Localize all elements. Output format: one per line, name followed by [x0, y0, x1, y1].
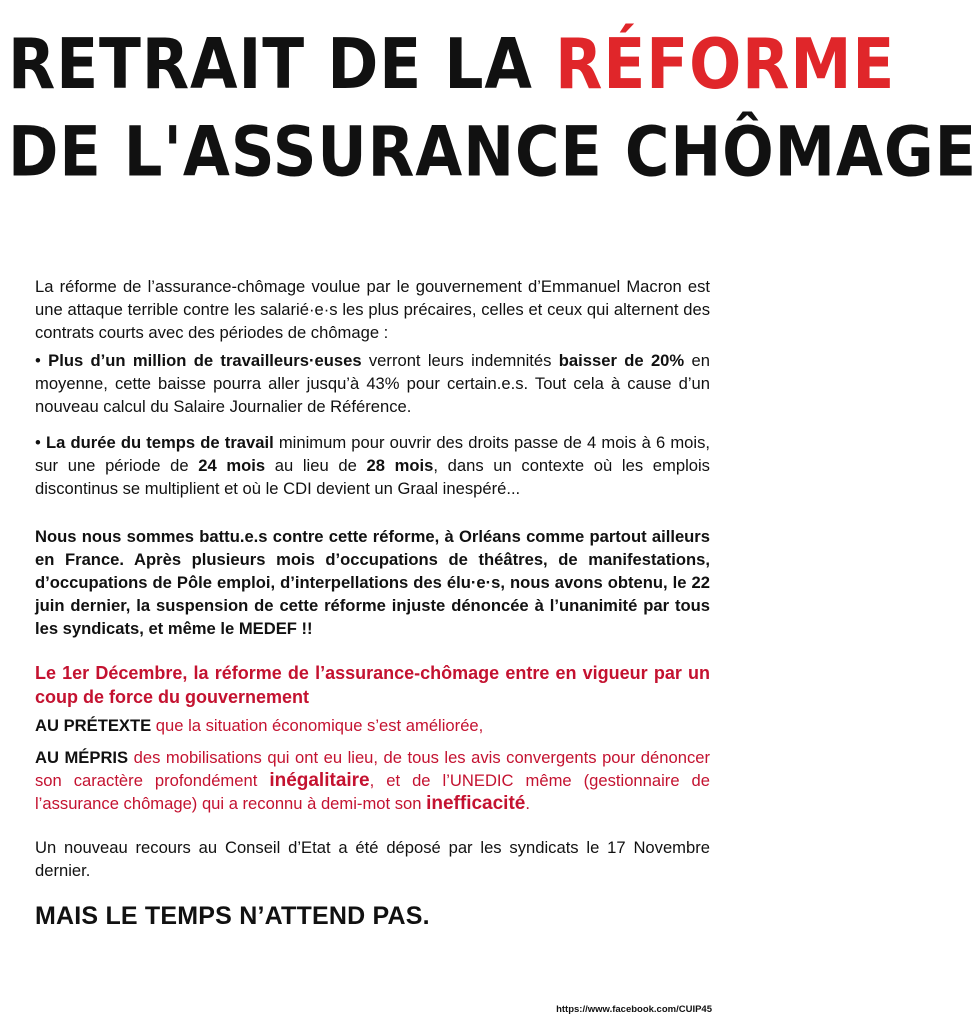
bullet-1-text-1: verront leurs indemnités: [361, 351, 559, 370]
december-heading: [35, 661, 710, 709]
bullet-2-text-2: au lieu de: [265, 456, 367, 475]
mepris-text-3: .: [525, 794, 530, 813]
december-text: Le 1er Décembre, la réforme de l’assurance-chômage entre en vigueur par un coup de force du gouvernement: [35, 663, 710, 707]
title-line-2: DE L'ASSURANCE CHÔMAGE: [8, 111, 977, 193]
bullet-icon: •: [35, 351, 41, 370]
title-text-black: RETRAIT DE LA: [8, 23, 556, 105]
mepris-paragraph: [35, 746, 710, 815]
slogan: MAIS LE TEMPS N’ATTEND PAS.: [35, 902, 430, 930]
bullet-paragraph-1: [35, 349, 710, 418]
intro-text: La réforme de l’assurance-chômage voulue par le gouvernement d’Emmanuel Macron est une attaque terrible contre les salarié·e·s les plus précaires, celles et ceux qui alternent des contrats courts avec des périodes de chômage :: [35, 277, 710, 342]
bullet-1-text: [35, 349, 710, 418]
title-line-1: [8, 23, 896, 105]
struggle-paragraph: [35, 525, 710, 640]
title-text-red: RÉFORME: [555, 23, 896, 105]
mepris-text-2: , et de l’UNEDIC même (gestionnaire de l’assurance chômage) qui a reconnu à demi-mot son: [35, 771, 710, 813]
pretexte-label: AU PRÉTEXTE: [35, 716, 152, 735]
bullet-2-bold-3: 28 mois: [366, 456, 434, 475]
bullet-icon: •: [35, 433, 41, 452]
intro-paragraph: [35, 275, 710, 344]
bullet-2-text-1: minimum pour ouvrir des droits passe de 4 mois à 6 mois, sur une période de: [35, 433, 710, 475]
facebook-link[interactable]: https://www.facebook.com/CUIP45: [556, 1004, 712, 1015]
bullet-1-bold-2: baisser de 20%: [558, 351, 685, 370]
pretexte-line: [35, 714, 710, 737]
mepris-text-1: des mobilisations qui ont eu lieu, de tous les avis convergents pour dénoncer son caractère profondément: [35, 748, 710, 790]
struggle-text: Nous nous sommes battu.e.s contre cette réforme, à Orléans comme partout ailleurs en France. Après plusieurs mois d’occupations de théâtres, de manifestations, d’occupations de Pôle emploi, d’interpellations des élu·e·s, nous avons obtenu, le 22 juin dernier, la suspension de cette réforme injuste dénoncée à l’unanimité par tous les syndicats, et même le MEDEF !!: [35, 527, 710, 638]
recours-paragraph: [35, 836, 710, 882]
pretexte-mepris-block: [35, 714, 710, 815]
pretexte-text: que la situation économique s’est améliorée,: [151, 716, 484, 735]
bullet-2-text: [35, 431, 710, 500]
flyer-title: [0, 0, 977, 210]
bullet-paragraph-2: [35, 431, 710, 500]
recours-text: Un nouveau recours au Conseil d’Etat a été déposé par les syndicats le 17 Novembre dernier.: [35, 838, 710, 880]
bullet-1-text-2: en moyenne, cette baisse pourra aller jusqu’à 43% pour certain.e.s. Tout cela à cause d’un nouveau calcul du Salaire Journalier de Référence.: [35, 351, 710, 416]
bullet-2-text-3: , dans un contexte où les emplois discontinus se multiplient et où le CDI devient un Graal inespéré...: [35, 456, 710, 498]
mepris-bold-inegalitaire: inégalitaire: [269, 770, 370, 791]
mepris-bold-inefficacite: inefficacité: [426, 793, 526, 814]
bullet-1-bold-1: Plus d’un million de travailleurs·euses: [48, 351, 362, 370]
bullet-2-bold-2: 24 mois: [198, 456, 266, 475]
mepris-label: AU MÉPRIS: [35, 748, 129, 767]
bullet-2-bold-1: La durée du temps de travail: [45, 433, 274, 452]
